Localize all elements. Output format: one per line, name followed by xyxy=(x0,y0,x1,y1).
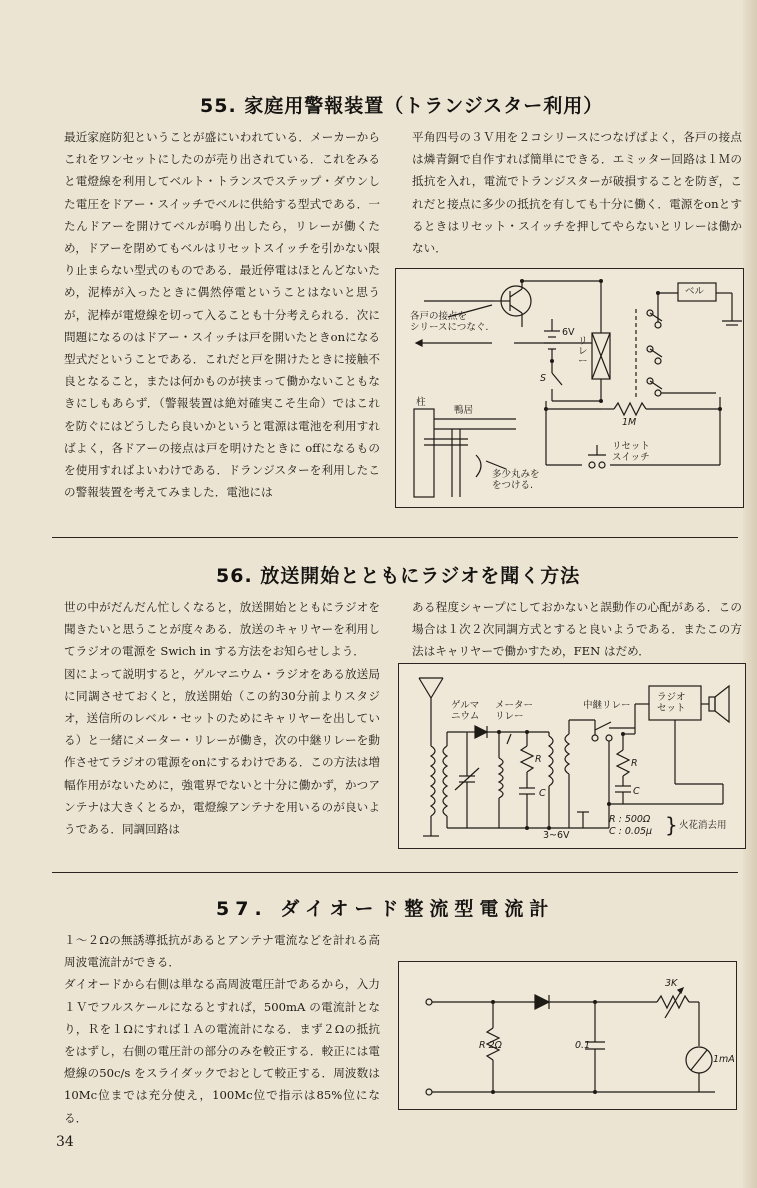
figure-radio-circuit xyxy=(398,663,746,849)
figure-alarm-circuit xyxy=(395,268,744,508)
section-55-col1-p1: 最近家庭防犯ということが盛にいわれている．メーカーからこれをワンセットにしたのが売り出されている．これをみると電燈線を利用してベルト・トランスでステップ・ダウンした電圧をドアー・スイッチでベルに供給する型式である．一たんドアーを開けてベルが鳴り出したら，リレーが働くため，ドアーを閉めてもベルはリセットスイッチを引かない限り止まらない型式のものである．最近停電はほとんどないため，泥棒が入ったときに偶然停電ということはないと思うが，泥棒が電燈線を切って入ることも十分考えられる．次に問題になるのはドアー・スイッチは戸を開いたときonになる型式だということである．これだと戸を開けたときに接触不良となること，または何かものが挟まって働かないこともなきにしもあらず．（警報装置は絶対確実こそ生命）ではこれを防ぐにはどうしたら良いかというと電源は電池を利用すればよく，各ドアーの接点は戸を明けたときに offになるものを使用すればよいわけである．ドランジスターを利用したこの警報装置を考えてみました．電池には xyxy=(64,130,380,500)
section-56-title: 56. 放送開始とともにラジオを聞く方法 xyxy=(216,565,581,587)
diode-label-cap: 0.1 xyxy=(575,1040,591,1051)
alarm-label-pillar: 柱 xyxy=(416,397,426,408)
radio-label-voltage: 3~6V xyxy=(543,830,570,841)
radio-label-c2: C xyxy=(633,786,640,797)
divider-55-56 xyxy=(52,537,738,538)
section-57-col1 xyxy=(64,929,380,1129)
radio-label-meter-relay: メーター リレー xyxy=(495,700,534,722)
alarm-circuit-schematic xyxy=(396,269,743,507)
diode-label-r: R 2Ω xyxy=(479,1040,502,1051)
radio-label-r: R xyxy=(535,754,542,765)
diode-label-meter: 1mA xyxy=(713,1054,735,1065)
radio-label-spec-c: C : 0.05μ xyxy=(609,826,653,837)
page-number: 34 xyxy=(56,1134,74,1150)
section-56-col1 xyxy=(64,596,380,840)
section-55-col2-p1: 平角四号の３Ｖ用を２コシリースにつなげばよく，各戸の接点は燐青銅で自作すれば簡単にできる．エミッター回路は１Ｍの抵抗を入れ，電流でトランジスターが破損することを防ぎ，これだと接点に多少の抵抗を有しても十分に働く．電源をonとするときはリセット・スイッチを押してやらないとリレーは働かない． xyxy=(412,130,742,256)
radio-label-radio-set: ラジオ セット xyxy=(657,692,686,714)
alarm-label-relay: リ レ ー xyxy=(578,336,588,367)
page-edge xyxy=(743,0,757,1188)
radio-label-c: C xyxy=(539,788,546,799)
alarm-label-reset: リセット スイッチ xyxy=(612,441,650,463)
section-55-col2 xyxy=(412,126,742,259)
section-57-title: 57. ダイオード整流型電流計 xyxy=(216,898,555,920)
alarm-label-switch: S xyxy=(540,373,547,384)
divider-56-57 xyxy=(52,872,738,873)
radio-label-spec-r: R : 500Ω xyxy=(609,814,651,825)
alarm-label-bell: ベル xyxy=(685,286,705,297)
radio-label-r2: R xyxy=(631,758,638,769)
alarm-label-battery: 6V xyxy=(562,327,575,338)
input-terminal-top xyxy=(426,999,432,1005)
section-56-col1-p1: 世の中がだんだん忙しくなると，放送開始とともにラジオを聞きたいと思うことが度々ある．放送のキャリヤーを利用してラジオの電源を Swich in する方法をお知らせしよう． xyxy=(64,600,380,659)
diode-label-vr: 3K xyxy=(665,978,678,989)
alarm-label-rounded: 多少丸みを をつける. xyxy=(492,469,540,491)
input-terminal-bottom xyxy=(426,1089,432,1095)
section-57-col1-p2: ダイオードから右側は単なる高周波電圧計であるから，入力１Ｖでフルスケールになるとすれば，500mA の電流計となり，Ｒを１Ωにすれば１Ａの電流計になる．まず２Ωの抵抗をはずし，右側の電圧計の部分のみを較正する．較正には電燈線の50c/s をスライダックでおとして較正する．周波数は 10Mc位までは充分使え，100Mc位で指示は85%位になる． xyxy=(64,977,380,1125)
radio-label-spark: 火花消去用 xyxy=(679,820,727,831)
section-56-col2 xyxy=(412,596,742,663)
alarm-label-contacts: 各戸の接点を シリースにつなぐ. xyxy=(410,311,489,333)
section-56-col1-p2: 図によって説明すると，ゲルマニウム・ラジオをある放送局に同調させておくと，放送開始（この約30分前よりスタジオ，送信所のレベル・セットのためにキャリヤーを出している）と一緒にメーター・リレーが働き，次の中継リレーを動作させてラジオの電源をonにするわけである．この方法は増幅作用がないために，強電界でないと十分に働かず，かつアンテナは大きくとるか，電燈線アンテナを用いるのが良いようである．同調回路は xyxy=(64,666,380,837)
radio-label-germanium: ゲルマ ニウム xyxy=(451,700,480,722)
diode-meter-schematic xyxy=(399,962,736,1109)
alarm-label-resistor: 1M xyxy=(622,417,637,428)
section-57-col1-p1: １～２Ωの無誘導抵抗があるとアンテナ電流などを計れる高周波電流計ができる． xyxy=(64,933,380,970)
figure-diode-meter xyxy=(398,961,737,1110)
radio-label-relay: 中継リレー xyxy=(583,700,631,711)
alarm-label-shikii: 鴨居 xyxy=(454,405,474,416)
section-55-title: 55. 家庭用警報装置（トランジスター利用） xyxy=(200,95,604,117)
radio-label-brace: } xyxy=(665,813,678,837)
section-55-col1 xyxy=(64,126,380,503)
section-56-col2-p1: ある程度シャープにしておかないと誤動作の心配がある．この場合は１次２次同調方式とすると良いようである．またこの方法はキャリヤーで働かすため，FEN はだめ． xyxy=(412,600,742,659)
